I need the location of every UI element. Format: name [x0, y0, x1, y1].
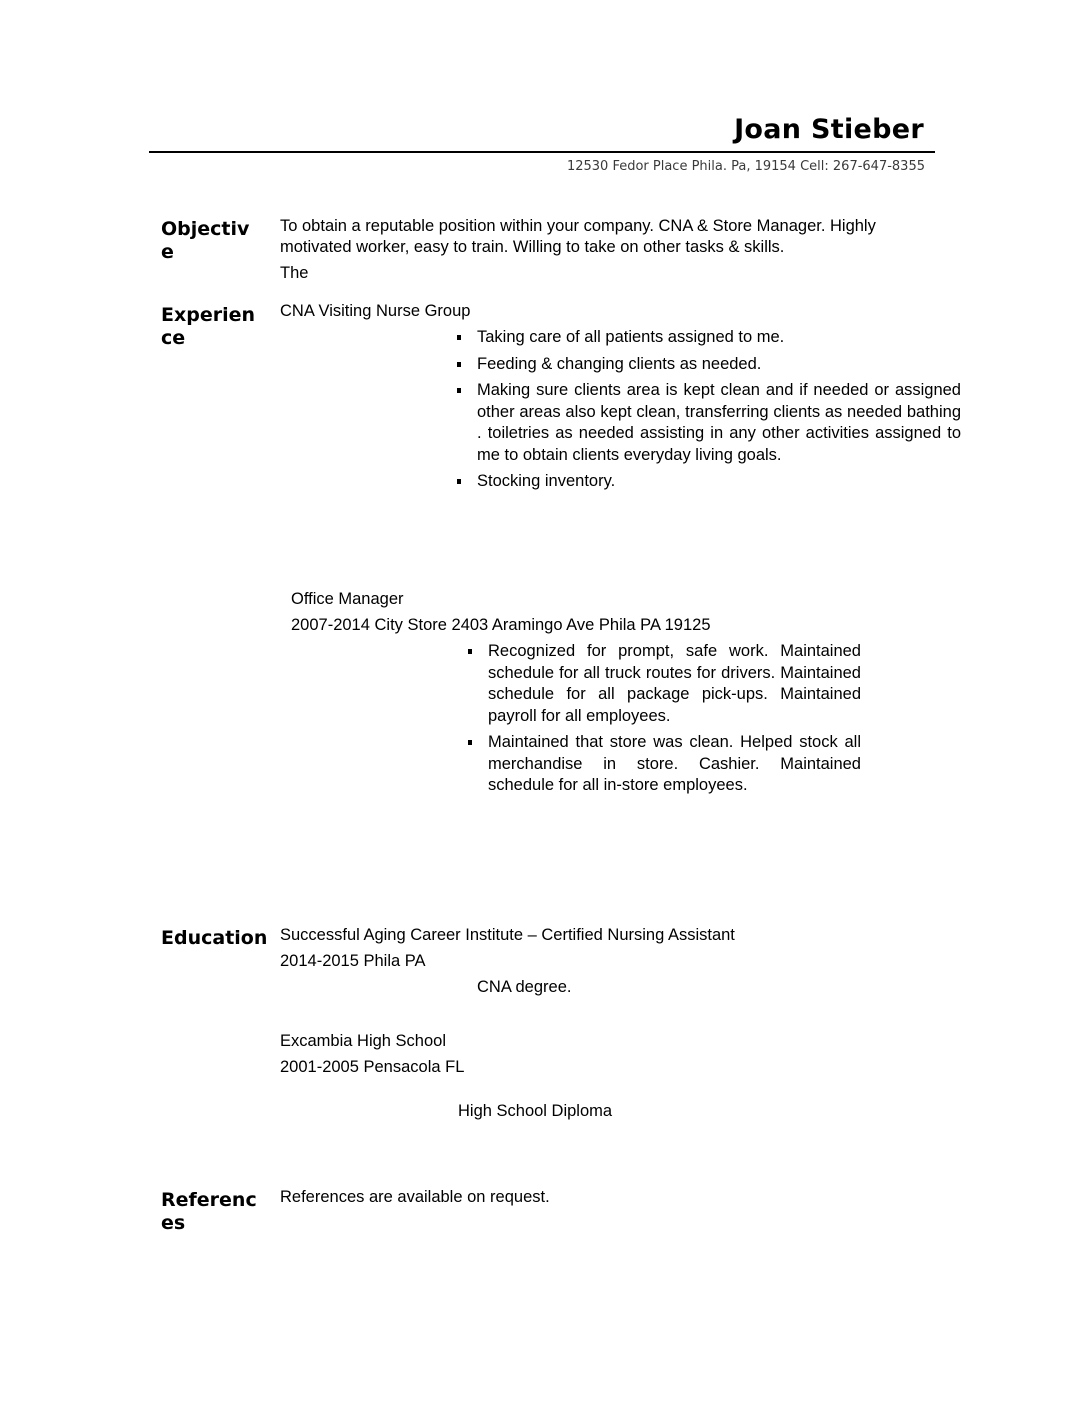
objective-heading: Objective — [161, 218, 250, 263]
applicant-name: Joan Stieber — [734, 114, 924, 145]
job-dates-location: 2007-2014 City Store 2403 Aramingo Ave Phila PA 19125 — [291, 616, 711, 634]
bullet-icon — [457, 479, 461, 484]
bullet-icon — [457, 388, 461, 393]
job-duty: Making sure clients area is kept clean and if needed or assigned other areas also kept clean, transferring clients as needed bathing . toiletries as needed assisting in any other activities assigned to me to obtain clients everyday living goals. — [455, 380, 961, 466]
education-heading: Education — [161, 927, 268, 949]
school-name: Excambia High School — [280, 1032, 446, 1050]
school-credential: High School Diploma — [458, 1102, 613, 1120]
job-duties-list — [455, 327, 961, 498]
references-heading: References — [161, 1189, 257, 1234]
experience-heading: Experience — [161, 304, 256, 349]
job-title: Office Manager — [291, 590, 404, 608]
job-title: CNA Visiting Nurse Group — [280, 302, 471, 320]
job-duty: Stocking inventory. — [455, 471, 961, 493]
job-duty: Maintained that store was clean. Helped stock all merchandise in store. Cashier. Maintained schedule for all in-store employees. — [466, 732, 861, 797]
references-text: References are available on request. — [280, 1188, 550, 1206]
school-dates-location: 2001-2005 Pensacola FL — [280, 1058, 465, 1076]
bullet-icon — [468, 740, 472, 745]
bullet-icon — [457, 362, 461, 367]
bullet-icon — [468, 649, 472, 654]
header-divider — [149, 151, 935, 153]
job-duty: Feeding & changing clients as needed. — [455, 354, 961, 376]
contact-info: 12530 Fedor Place Phila. Pa, 19154 Cell: 267-647-8355 — [566, 159, 925, 174]
school-dates-location: 2014-2015 Phila PA — [280, 952, 426, 970]
school-credential: CNA degree. — [477, 978, 572, 996]
objective-extra: The — [280, 264, 309, 282]
job-duties-list — [466, 641, 861, 802]
job-duty: Taking care of all patients assigned to me. — [455, 327, 961, 349]
school-name: Successful Aging Career Institute – Certified Nursing Assistant — [280, 926, 735, 944]
bullet-icon — [457, 335, 461, 340]
job-duty: Recognized for prompt, safe work. Maintained schedule for all truck routes for drivers. Maintained schedule for all package pick-ups. Maintained payroll for all employees. — [466, 641, 861, 727]
objective-text: To obtain a reputable position within your company. CNA & Store Manager. Highly motivated worker, easy to train. Willing to take on other tasks & skills. — [280, 217, 876, 256]
